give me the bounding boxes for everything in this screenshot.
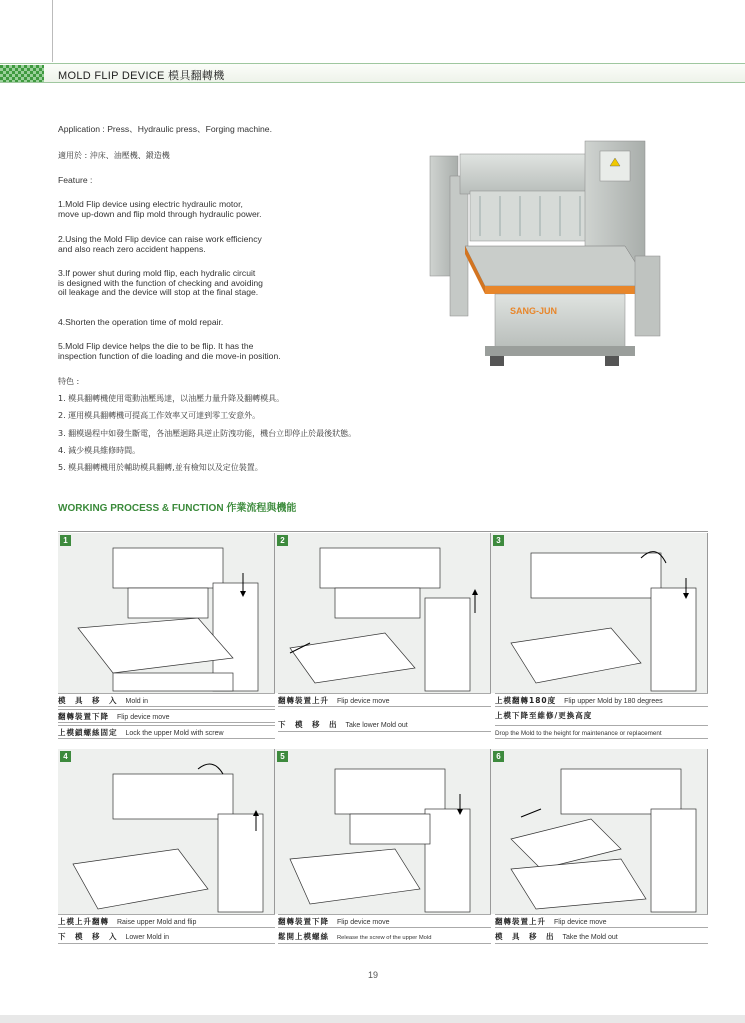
feature-zh-5: 5. 模具翻轉機用於輔助模具翻轉,並有檢知以及定位裝置。 (58, 463, 263, 472)
process-title: WORKING PROCESS & FUNCTION 作業流程與機能 (58, 503, 297, 514)
feature-3: 3.If power shut during mold flip, each hydralic circuit is designed with the function of checking and avoiding oil leakage and the device will stop at the final stage. (58, 268, 263, 297)
machine-drawing (58, 749, 275, 914)
step-number: 6 (493, 751, 504, 762)
step-3-caption-2: 上模下降至維修/更換高度 (495, 711, 593, 720)
step-2-caption-2: 下 模 移 出 Take lower Mold out (278, 718, 491, 732)
step-6-illustration (491, 749, 708, 914)
page-title: MOLD FLIP DEVICE 模具翻轉機 (58, 70, 225, 82)
step-4-caption-2: 下 模 移 入 Lower Mold in (58, 930, 275, 944)
feature-4: 4.Shorten the operation time of mold repair. (58, 317, 224, 327)
step-4-illustration (58, 749, 275, 914)
page-number: 19 (368, 970, 379, 980)
feature-zh-4: 4. 減少模具維修時間。 (58, 446, 141, 455)
feature-label: Feature : (58, 175, 93, 185)
feature-zh-1: 1. 模具翻轉機使用電動油壓馬達，以油壓力量升降及翻轉模具。 (58, 394, 285, 403)
feature-5: 5.Mold Flip device helps the die to be flip. It has the inspection function of die loading and die move-in position. (58, 341, 281, 361)
step-number: 1 (60, 535, 71, 546)
margin-line (52, 0, 53, 62)
machine-drawing (275, 749, 491, 914)
step-1-caption-2: 翻轉裝置下降 Flip device move (58, 709, 275, 723)
machine-drawing (275, 533, 491, 693)
step-number: 3 (493, 535, 504, 546)
application-text-zh: 適用於 : 沖床、油壓機、鍛造機 (58, 151, 170, 160)
brand-logo: SANG-JUN (510, 306, 558, 316)
machine-drawing (491, 533, 708, 693)
step-number: 4 (60, 751, 71, 762)
step-1-caption-3: 上模鎖螺絲固定 Lock the upper Mold with screw (58, 725, 275, 739)
step-1-illustration (58, 533, 275, 693)
section-header (0, 63, 745, 83)
step-number: 2 (277, 535, 288, 546)
application-text: Application : Press、Hydraulic press、Forging machine. (58, 124, 272, 134)
step-2-caption-1: 翻轉裝置上升 Flip device move (278, 693, 491, 707)
bottom-bar (0, 1015, 745, 1023)
features-zh-label: 特色 : (58, 377, 80, 386)
feature-2: 2.Using the Mold Flip device can raise work efficiency and also reach zero accident happens. (58, 234, 262, 254)
feature-1: 1.Mold Flip device using electric hydraulic motor, move up-down and flip mold through hydraulic power. (58, 199, 262, 219)
machine-drawing (491, 749, 708, 914)
step-5-caption-2: 鬆開上模螺絲 Release the screw of the upper Mold (278, 930, 491, 944)
step-4-caption-1: 上模上升翻轉 Raise upper Mold and flip (58, 914, 275, 928)
step-2-illustration (275, 533, 491, 693)
machine-drawing (58, 533, 275, 693)
step-3-illustration (491, 533, 708, 693)
step-5-caption-1: 翻轉裝置下降 Flip device move (278, 914, 491, 928)
feature-zh-3: 3. 翻模過程中如發生斷電，各油壓迴路具逆止防洩功能，機台立即停止於最後狀態。 (58, 429, 357, 438)
step-3-caption-1: 上模翻轉180度 Flip upper Mold by 180 degrees (495, 693, 708, 707)
step-5-illustration (275, 749, 491, 914)
process-grid (58, 531, 708, 946)
mold-flip-machine-photo (425, 136, 670, 376)
checker-pattern-icon (0, 65, 44, 82)
feature-zh-2: 2. 運用模具翻轉機可提高工作效率又可達到零工安意外。 (58, 411, 261, 420)
step-3-caption-3: Drop the Mold to the height for maintenance or replacement (495, 725, 708, 739)
step-1-caption-1: 模 具 移 入 Mold in (58, 693, 275, 707)
step-6-caption-1: 翻轉裝置上升 Flip device move (495, 914, 708, 928)
step-6-caption-2: 模 具 移 出 Take the Mold out (495, 930, 708, 944)
step-number: 5 (277, 751, 288, 762)
